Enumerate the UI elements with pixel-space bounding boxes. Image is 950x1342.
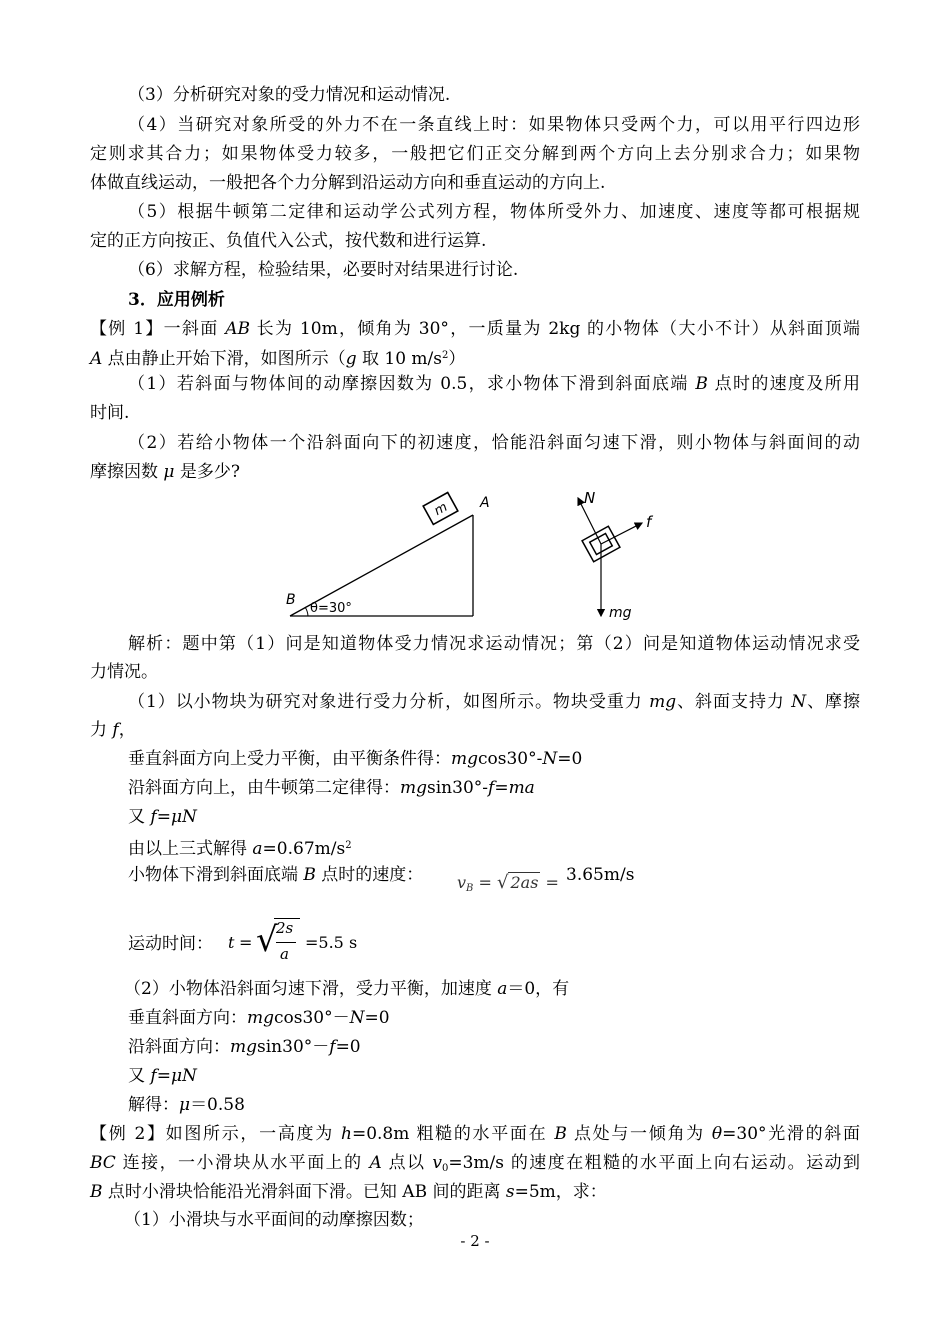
solution-part-1-line-2: 力 f， bbox=[90, 720, 136, 740]
incline-figure bbox=[280, 485, 510, 625]
point-b-label: B bbox=[286, 592, 296, 608]
radical-sign-icon: √ bbox=[256, 920, 278, 960]
example-1-line-1: 【例 1】一斜面 AB 长为 10m，倾角为 30°，一质量为 2kg 的小物体（大小不计）从斜面顶端 bbox=[90, 319, 861, 339]
solution-part-1-line-1: （1）以小物块为研究对象进行受力分析，如图所示。物块受重力 mg、斜面支持力 N、摩擦 bbox=[128, 692, 860, 712]
equation-parallel: 沿斜面方向上，由牛顿第二定律得：mgsin30°-f=ma bbox=[128, 778, 535, 798]
example-2-line-3: B 点时小滑块恰能沿光滑斜面下滑。已知 AB 间的距离 s=5m，求： bbox=[90, 1182, 607, 1202]
example-1-question-1-line-2: 时间. bbox=[90, 403, 130, 423]
paragraph-step-4-line-1: （4）当研究对象所受的外力不在一条直线上时：如果物体只受两个力，可以用平行四边形 bbox=[128, 115, 860, 135]
force-diagram bbox=[560, 485, 680, 625]
example-2-question-1: （1）小滑块与水平面间的动摩擦因数； bbox=[124, 1210, 424, 1230]
paragraph-step-5-line-1: （5）根据牛顿第二定律和运动学公式列方程，物体所受外力、加速度、速度等都可根据规 bbox=[128, 202, 860, 222]
paragraph-step-4-line-3: 体做直线运动，一般把各个力分解到沿运动方向和垂直运动的方向上. bbox=[90, 173, 606, 193]
example-1-line-2: A 点由静止开始下滑，如图所示（g 取 10 $m/s^2$） bbox=[90, 349, 466, 369]
paragraph-step-5-line-2: 定的正方向按正、负值代入公式，按代数和进行运算. bbox=[90, 231, 487, 251]
equation-perpendicular: 垂直斜面方向上受力平衡，由平衡条件得：mgcos30°-N=0 bbox=[128, 749, 583, 769]
paragraph-step-6: （6）求解方程，检验结果，必要时对结果进行讨论. bbox=[128, 260, 519, 280]
block-on-incline bbox=[423, 493, 458, 525]
solution-intro-line-2: 力情况。 bbox=[90, 662, 158, 682]
velocity-line: 小物体下滑到斜面底端 B 点时的速度： bbox=[128, 865, 424, 885]
normal-force-label: N bbox=[584, 489, 596, 507]
equation-friction: 又 f=μN bbox=[128, 807, 197, 827]
example-1-question-1-line-1: （1）若斜面与物体间的动摩擦因数为 0.5，求小物体下滑到斜面底端 B 点时的速度及所用 bbox=[128, 374, 860, 394]
section-heading: 3．应用例析 bbox=[128, 290, 225, 310]
friction-force-label: f bbox=[646, 513, 652, 531]
time-label: 运动时间： bbox=[128, 934, 213, 954]
equation-2-perpendicular: 垂直斜面方向：mgcos30°－N=0 bbox=[128, 1008, 390, 1028]
solution-part-2: （2）小物体沿斜面匀速下滑，受力平衡，加速度 a＝0，有 bbox=[124, 979, 570, 999]
solution-intro-line-1: 解析：题中第（1）问是知道物体受力情况求运动情况；第（2）问是知道物体运动情况求受 bbox=[128, 634, 860, 654]
block-mass-label: m bbox=[431, 499, 451, 519]
angle-arc bbox=[305, 607, 308, 616]
gravity-force-label: mg bbox=[609, 605, 632, 621]
fraction-bar bbox=[276, 942, 296, 943]
paragraph-step-3: （3）分析研究对象的受力情况和运动情况. bbox=[128, 85, 451, 105]
equation-2-friction: 又 f=μN bbox=[128, 1066, 197, 1086]
equation-2-parallel: 沿斜面方向：mgsin30°－f=0 bbox=[128, 1037, 361, 1057]
mu-result: 解得：μ＝0.58 bbox=[128, 1095, 245, 1115]
angle-label: θ=30° bbox=[310, 601, 352, 616]
page-number: - 2 - bbox=[460, 1232, 490, 1250]
example-1-question-2-line-2: 摩擦因数 μ 是多少? bbox=[90, 462, 240, 482]
example-2-line-2: BC 连接，一小滑块从水平面上的 A 点以 $v_0=3m/s$ 的速度在粗糙的水平面上向右运动。运动到 bbox=[90, 1153, 860, 1174]
velocity-formula: $v_B$ = √ 2as = bbox=[457, 872, 559, 894]
point-a-label: A bbox=[480, 495, 490, 511]
acceleration-result: 由以上三式解得 $a=0.67m/s^2$ bbox=[128, 839, 352, 859]
document-page: （3）分析研究对象的受力情况和运动情况. （4）当研究对象所受的外力不在一条直线上时：如果物体只受两个力，可以用平行四边形 定则求其合力；如果物体受力较多，一般把它们正交分解到两个方向上去分别求合力；如果物 体做直线运动，一般把各个力分解到沿运动方向和垂直运动的方向上. （5）根据牛顿第二定律和运动学公式列方程，物体所受外力、加速度、速度等都可根据规 定的正方向按正、负值代入公式，按代数和进行运算. （6）求解方程，检验结果，必要时对结果进行讨论. 3．应用例析 【例 1】一斜面 AB 长为 10m，倾角为 30°，一质量为 2kg 的小物体（大小不计）从斜面顶端 A 点由静止开始下滑，如图所示（g 取 10 $m/s^2$） （1）若斜面与物体间的动摩擦因数为 0.5，求小物体下滑到斜面底端 B 点时的速度及所用 时间. （2）若给小物体一个沿斜面向下的初速度，恰能沿斜面匀速下滑，则小物体与斜面间的动 摩擦因数 μ 是多少? m A B θ=30° N f mg 解析：题中第（1）问是知道物体受力情况求运动情况；第（2）问是知道物体运动情况求受 力情况。 （1）以小物块为研究对象进行受力分析，如图所示。物块受重力 mg、斜面支持力 N、摩擦 力 f， 垂直斜面方向上受力平衡，由平衡条件得：mgcos30°-N=0 沿斜面方向上，由牛顿第二定律得：mgsin30°-f=ma 又 f=μN 由以上三式解得 $a=0.67m/s^2$ 小物体下滑到斜面底端 B 点时的速度： $v_B$ = √ 2as = 3.65m/s 运动时间： t = √ 2s a =5.5 s （2）小物体沿斜面匀速下滑，受力平衡，加速度 a＝0，有 垂直斜面方向：mgcos30°－N=0 沿斜面方向：mgsin30°－f=0 又 f=μN 解得：μ＝0.58 【例 2】如图所示，一高度为 h=0.8m 粗糙的水平面在 B 点处与一倾角为 θ=30°光滑的斜面 BC 连接，一小滑块从水平面上的 A 点以 $v_0=3m/s$ 的速度在粗糙的水平面上向右运动。运动到 B 点时小滑块恰能沿光滑斜面下滑。已知 AB 间的距离 s=5m，求： （1）小滑块与水平面间的动摩擦因数； - 2 - bbox=[0, 0, 950, 1342]
velocity-value: 3.65m/s bbox=[566, 865, 635, 885]
example-1-question-2-line-1: （2）若给小物体一个沿斜面向下的初速度，恰能沿斜面匀速下滑，则小物体与斜面间的动 bbox=[128, 433, 860, 453]
example-2-line-1: 【例 2】如图所示，一高度为 h=0.8m 粗糙的水平面在 B 点处与一倾角为 θ=30°光滑的斜面 bbox=[90, 1124, 861, 1144]
paragraph-step-4-line-2: 定则求其合力；如果物体受力较多，一般把它们正交分解到两个方向上去分别求合力；如果物 bbox=[90, 144, 860, 164]
